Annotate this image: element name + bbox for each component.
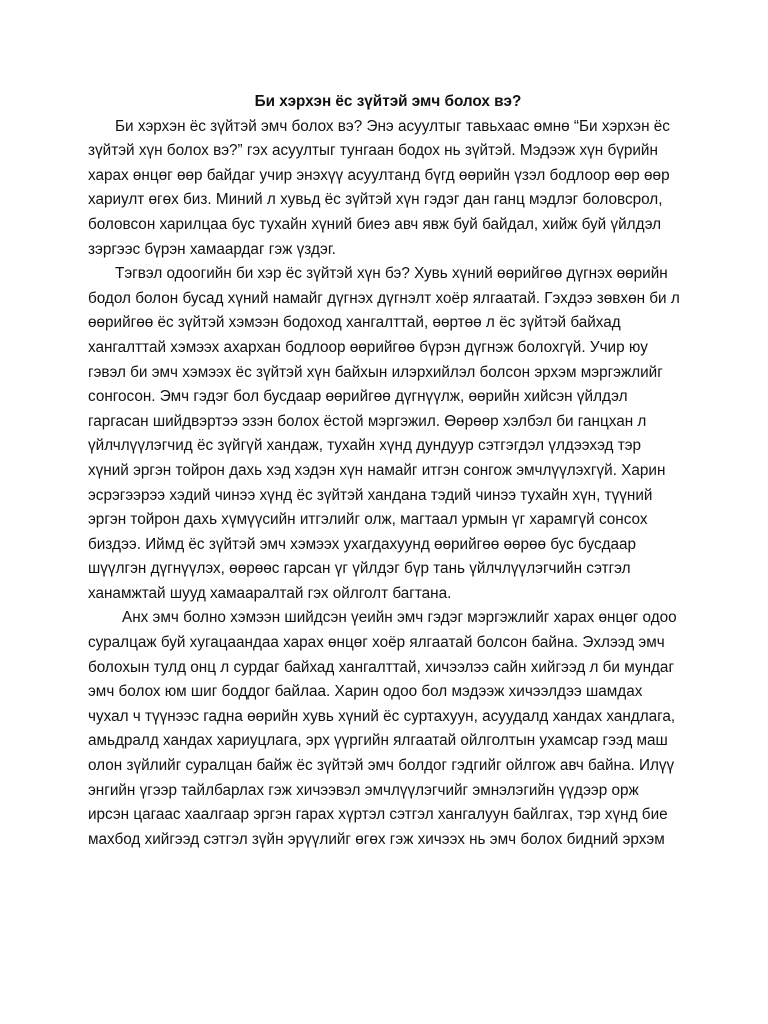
text-line: эсрэгээрээ хэдий чинээ хүнд ёс зүйтэй хандана тэдий чинээ тухайн хүн, түүний bbox=[88, 486, 653, 504]
text-line: амьдралд хандах хариуцлага, эрх үүргийн ялгаатай ойлголтын ухамсар гээд маш bbox=[88, 732, 668, 750]
text-line: гаргасан шийдвэртээ эзэн болох ёстой мэргэжил. Өөрөөр хэлбэл би ганцхан л bbox=[88, 412, 647, 430]
text-line: гэвэл би эмч хэмээх ёс зүйтэй хүн байхын илэрхийлэл болсон эрхэм мэргэжлийг bbox=[88, 363, 663, 381]
text-line: харах өнцөг өөр байдаг учир энэхүү асуултанд бүгд өөрийн үзэл бодлоор өөр өөр bbox=[88, 166, 670, 184]
text-line: чухал ч түүнээс гадна өөрийн хувь хүний ёс суртахуун, асуудалд хандах хандлага, bbox=[88, 707, 676, 725]
text-line: хүний эргэн тойрон дахь хэд хэдэн хүн намайг итгэн сонгож эмчлүүлэхгүй. Харин bbox=[88, 461, 666, 479]
text-line: махбод хийгээд сэтгэл зүйн эрүүлийг өгөх гэж хичээх нь эмч болох бидний эрхэм bbox=[88, 830, 665, 848]
text-line: эмч болох юм шиг боддог байлаа. Харин одоо бол мэдээж хичээлдээ шамдах bbox=[88, 683, 643, 701]
text-line: зүйтэй хүн болох вэ?” гэх асуултыг тунгаан бодох нь зүйтэй. Мэдээж хүн бүрийн bbox=[88, 142, 658, 160]
text-line: Би хэрхэн ёс зүйтэй эмч болох вэ? Энэ асуултыг тавьхаас өмнө “Би хэрхэн ёс bbox=[115, 117, 670, 135]
text-line: боловсон харилцаа бус тухайн хүний биеэ авч явж буй байдал, хийж буй үйлдэл bbox=[88, 215, 662, 233]
text-line: шүүлгэн дүгнүүлэх, өөрөөс гарсан үг үйлдэг бүр тань үйлчлүүлэгчийн сэтгэл bbox=[88, 560, 631, 578]
text-line: үйлчлүүлэгчид ёс зүйгүй хандаж, тухайн хүнд дундуур сэтгэгдэл үлдээхэд тэр bbox=[88, 437, 642, 455]
paragraph-1 bbox=[88, 115, 688, 263]
text-line: бодол болон бусад хүний намайг дүгнэх дүгнэлт хоёр ялгаатай. Гэхдээ зөвхөн би л bbox=[88, 289, 680, 307]
text-line: зэргээс бүрэн хамаардаг гэж үздэг. bbox=[88, 240, 336, 258]
text-line: Анх эмч болно хэмээн шийдсэн үеийн эмч гэдэг мэргэжлийг харах өнцөг одоо bbox=[122, 609, 677, 627]
text-line: сонгосон. Эмч гэдэг бол бусдаар өөрийгөө дүгнүүлж, өөрийн хийсэн үйлдэл bbox=[88, 388, 628, 406]
paragraph-3 bbox=[88, 606, 688, 852]
document-page bbox=[88, 90, 688, 852]
text-line: хариулт өгөх биз. Миний л хувьд ёс зүйтэй хүн гэдэг дан ганц мэдлэг боловсрол, bbox=[88, 191, 663, 209]
text-line: хангалттай хэмээх ахархан бодлоор өөрийгөө бүрэн дүгнэж болохгүй. Учир юу bbox=[88, 338, 648, 356]
text-line: олон зүйлийг суралцан байж ёс зүйтэй эмч болдог гэдгийг ойлгож авч байна. Илүү bbox=[88, 757, 675, 775]
text-line: Тэгвэл одоогийн би хэр ёс зүйтэй хүн бэ? Хувь хүний өөрийгөө дүгнэх өөрийн bbox=[115, 265, 668, 283]
paragraph-2 bbox=[88, 262, 688, 606]
text-line: эргэн тойрон дахь хүмүүсийн итгэлийг олж, магтаал урмын үг харамгүй сонсох bbox=[88, 511, 648, 529]
text-line: биздээ. Иймд ёс зүйтэй эмч хэмээх ухагдахуунд өөрийгөө өөрөө бус бусдаар bbox=[88, 535, 637, 553]
text-line: болохын тулд онц л сурдаг байхад хангалттай, хичээлээ сайн хийгээд л би мундаг bbox=[88, 658, 675, 676]
text-line: суралцаж буй хугацаандаа харах өнцөг хоёр ялгаатай болсон байна. Эхлээд эмч bbox=[88, 634, 665, 652]
text-line: энгийн үгээр тайлбарлах гэж хичээвэл эмчлүүлэгчийг эмнэлэгийн үүдээр орж bbox=[88, 781, 639, 799]
text-line: ханамжтай шууд хамааралтай гэх ойлголт багтана. bbox=[88, 584, 452, 602]
text-line: өөрийгөө ёс зүйтэй хэмээн бодоход хангалттай, өөртөө л ёс зүйтэй байхад bbox=[88, 314, 621, 332]
document-title: Би хэрхэн ёс зүйтэй эмч болох вэ? bbox=[254, 93, 522, 110]
text-line: ирсэн цагаас хаалгаар эргэн гарах хүртэл сэтгэл хангалуун байлгах, тэр хүнд бие bbox=[88, 806, 668, 824]
